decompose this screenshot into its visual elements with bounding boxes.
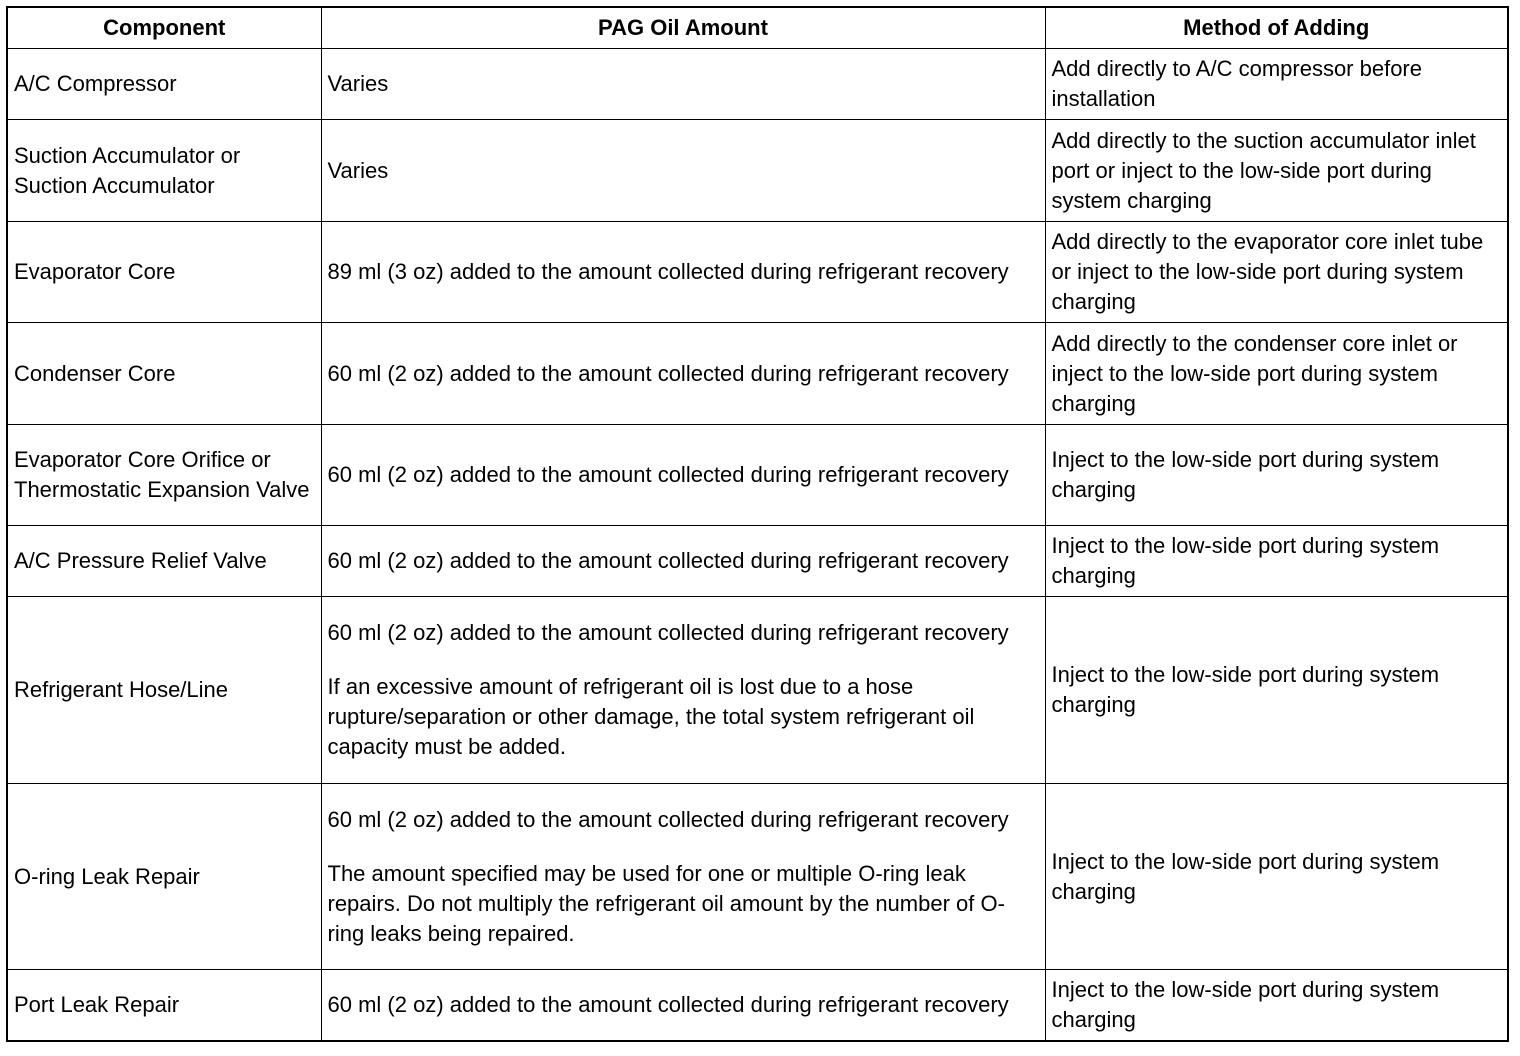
amount-text: 60 ml (2 oz) added to the amount collected during refrigerant recovery	[327, 620, 1009, 645]
method-cell: Inject to the low-side port during system charging	[1045, 784, 1508, 970]
amount-note: The amount specified may be used for one or multiple O-ring leak repairs. Do not multiply the refrigerant oil amount by the number of O-ring leaks being repaired.	[327, 860, 1005, 946]
component-cell: Suction Accumulator or Suction Accumulator	[7, 120, 321, 222]
pag-oil-table	[6, 6, 1509, 1042]
amount-cell: 60 ml (2 oz) added to the amount collected during refrigerant recovery	[321, 526, 1045, 597]
amount-note: If an excessive amount of refrigerant oil is lost due to a hose rupture/separation or other damage, the total system refrigerant oil capacity must be added.	[327, 674, 975, 759]
column-header-method-of-adding: Method of Adding	[1045, 7, 1508, 49]
amount-cell: 89 ml (3 oz) added to the amount collected during refrigerant recovery	[321, 222, 1045, 323]
amount-cell	[321, 597, 1045, 784]
table-row	[7, 222, 1508, 323]
component-cell: Condenser Core	[7, 323, 321, 425]
table-row	[7, 49, 1508, 120]
method-cell: Inject to the low-side port during system charging	[1045, 597, 1508, 784]
method-cell: Add directly to the condenser core inlet or inject to the low-side port during system charging	[1045, 323, 1508, 425]
table-row	[7, 526, 1508, 597]
method-cell: Add directly to the suction accumulator inlet port or inject to the low-side port during system charging	[1045, 120, 1508, 222]
amount-cell: 60 ml (2 oz) added to the amount collected during refrigerant recovery	[321, 970, 1045, 1042]
component-cell: O-ring Leak Repair	[7, 784, 321, 970]
table-row	[7, 120, 1508, 222]
method-cell: Inject to the low-side port during system charging	[1045, 970, 1508, 1042]
amount-cell: Varies	[321, 120, 1045, 222]
amount-text: 60 ml (2 oz) added to the amount collected during refrigerant recovery	[327, 806, 1009, 832]
column-header-pag-oil-amount: PAG Oil Amount	[321, 7, 1045, 49]
method-cell: Add directly to the evaporator core inlet tube or inject to the low-side port during system charging	[1045, 222, 1508, 323]
amount-cell: 60 ml (2 oz) added to the amount collected during refrigerant recovery	[321, 425, 1045, 526]
table-row	[7, 597, 1508, 784]
component-cell: Refrigerant Hose/Line	[7, 597, 321, 784]
component-cell: Evaporator Core Orifice or Thermostatic Expansion Valve	[7, 425, 321, 526]
method-cell: Inject to the low-side port during system charging	[1045, 526, 1508, 597]
amount-cell: Varies	[321, 49, 1045, 120]
component-cell: Port Leak Repair	[7, 970, 321, 1042]
table-row	[7, 970, 1508, 1042]
table-row	[7, 784, 1508, 970]
table-header-row	[7, 7, 1508, 49]
method-cell: Add directly to A/C compressor before installation	[1045, 49, 1508, 120]
component-cell: Evaporator Core	[7, 222, 321, 323]
table-row	[7, 425, 1508, 526]
table-row	[7, 323, 1508, 425]
amount-cell: 60 ml (2 oz) added to the amount collected during refrigerant recovery	[321, 323, 1045, 425]
component-cell: A/C Pressure Relief Valve	[7, 526, 321, 597]
method-cell: Inject to the low-side port during system charging	[1045, 425, 1508, 526]
amount-cell	[321, 784, 1045, 970]
column-header-component: Component	[7, 7, 321, 49]
component-cell: A/C Compressor	[7, 49, 321, 120]
